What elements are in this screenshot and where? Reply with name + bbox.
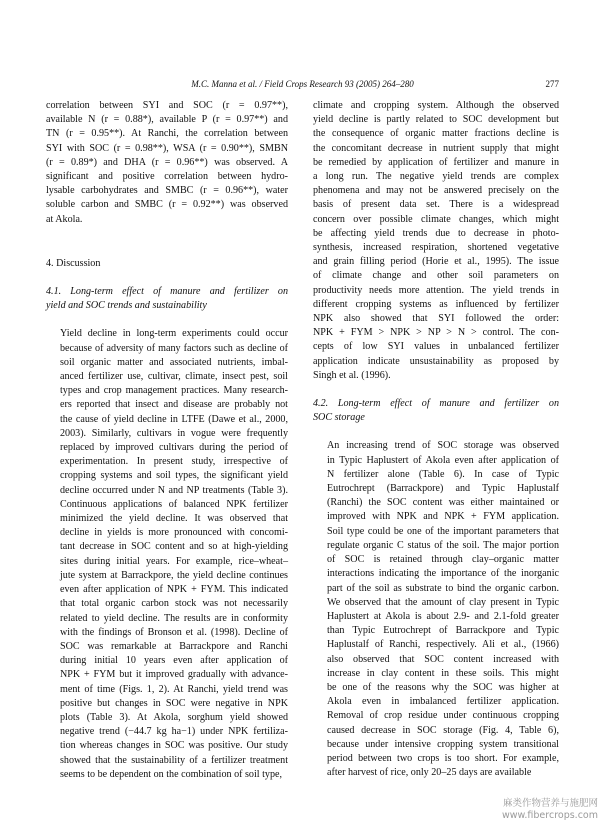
text-line: significant and positive correlation between hydro- bbox=[46, 171, 288, 183]
text-line: lysable carbohydrates and SMBC (r = 0.96**), water bbox=[46, 185, 288, 197]
subsection-heading bbox=[46, 285, 288, 313]
paragraph bbox=[313, 439, 559, 780]
text-line: NPK also showed that SYI followed the order: bbox=[313, 313, 559, 325]
text-line: and grain filling period (Horie et al., 1995). The issue bbox=[313, 256, 559, 268]
text-line: minimized the yield decline. It was observed that bbox=[60, 513, 288, 525]
text-line: 2003). Similarly, cultivars in vogue were frequently bbox=[60, 427, 288, 439]
text-line: (r = 0.89*) and DHA (r = 0.96**) was observed. A bbox=[46, 156, 288, 168]
text-line: SYI with SOC (r = 0.98**), WSA (r = 0.90**), SMBN bbox=[46, 142, 288, 154]
text-line: yield and SOC trends and sustainability bbox=[46, 300, 207, 312]
text-line: part of the soil as substrate to bind the organic carbon. bbox=[327, 582, 559, 594]
text-line: plots (Table 3). At Akola, sorghum yield showed bbox=[60, 711, 288, 723]
text-line: in Typic Haplustert of Akola even after application of bbox=[327, 454, 559, 466]
text-line: also observed that SOC content increased with bbox=[327, 653, 559, 665]
text-line: types and crop management practices. Many research- bbox=[60, 385, 288, 397]
text-line: different cropping systems as influenced by fertilizer bbox=[313, 298, 559, 310]
text-line: 4.1. Long-term effect of manure and fertilizer on bbox=[46, 286, 288, 298]
text-line: N fertilizer alone (Table 6). In case of Typic bbox=[327, 468, 559, 480]
text-line: during initial 10 years even after application of bbox=[60, 655, 288, 667]
text-line: be remedied by application of fertilizer and manure in bbox=[313, 156, 559, 168]
text-line: correlation between SYI and SOC (r = 0.97**), bbox=[46, 100, 288, 111]
text-line: decline occurred under N and NP treatments (Table 3). bbox=[60, 484, 288, 496]
text-line: of climate change and other soil parameters on bbox=[313, 270, 559, 282]
text-line: replaced by improved cultivars during the period of bbox=[60, 442, 288, 454]
text-line: anced fertilizer use, cultivar, climate, insect pest, soil bbox=[60, 371, 288, 383]
watermark-site-name: 麻类作物营养与施肥网 bbox=[502, 798, 598, 809]
text-line: synthesis, increased respiration, shortened vegetative bbox=[313, 242, 559, 254]
text-line: caused decrease in SOC storage (Fig. 4, Table 6), bbox=[327, 724, 559, 736]
text-line: available N (r = 0.88*), available P (r = 0.97**) and bbox=[46, 114, 288, 126]
text-line: Yield decline in long-term experiments could occur bbox=[60, 328, 288, 340]
text-line: (Ranchi) the SOC content was either maintained or bbox=[327, 497, 559, 509]
text-line: the cause of yield decline in LTFE (Dawe et al., 2000, bbox=[60, 413, 288, 425]
text-line: basis of present data set. There is a widespread bbox=[313, 199, 559, 211]
text-line: ers reported that insect and disease are probably not bbox=[60, 399, 288, 411]
text-line: seems to be dependent on the combination of soil type, bbox=[60, 768, 283, 780]
page-number: 277 bbox=[545, 79, 559, 89]
text-line: cepts of low SYI values in unbalanced fertilizer bbox=[313, 341, 559, 353]
left-column bbox=[46, 99, 288, 782]
text-line: 4.2. Long-term effect of manure and fertilizer on bbox=[313, 398, 559, 410]
section-heading: 4. Discussion bbox=[46, 257, 101, 269]
text-line: application indicate unsustainability as proposed by bbox=[313, 355, 559, 367]
paragraph bbox=[313, 99, 559, 383]
watermark bbox=[502, 798, 598, 822]
text-line: Soil type could be one of the important parameters that bbox=[327, 525, 559, 537]
text-line: even after application of NPK + FYM. This indicated bbox=[60, 584, 288, 596]
journal-citation: M.C. Manna et al. / Field Crops Research 93 (2005) 264–280 bbox=[191, 79, 414, 89]
watermark-url: www.fibercrops.com bbox=[501, 810, 598, 821]
text-line: SOC storage bbox=[313, 412, 365, 424]
text-line: Haplustert at Akola is about 2.9- and 2.1-fold greater bbox=[327, 610, 559, 622]
text-line: increase in clay content in these soils. This might bbox=[327, 667, 559, 679]
text-line: Eutrochrept (Barrackpore) and Typic Haplustalf bbox=[327, 483, 559, 495]
text-line: Haplustalf of Ranchi, respectively. Ali et al., (1966) bbox=[327, 639, 559, 651]
right-column bbox=[313, 99, 559, 780]
text-line: experimentation. In present study, irrespective of bbox=[60, 456, 288, 468]
text-line: tion whereas changes in SOC was positive. Our study bbox=[60, 740, 288, 752]
text-line: SOC was remarkable at Barrackpore and Ranchi bbox=[60, 640, 288, 652]
text-line: positive but changes in SOC were negative in NPK bbox=[60, 697, 288, 709]
text-line: NPK + FYM > NPK > NP > N > control. The con- bbox=[313, 327, 559, 339]
text-line: productivity needs more attention. The yield trends in bbox=[313, 284, 559, 296]
text-line: Continuous applications of balanced NPK fertilizer bbox=[60, 498, 288, 510]
text-line: soil organic matter and associated nutrients, imbal- bbox=[60, 356, 288, 368]
text-line: period between two crops is too short. For example, bbox=[327, 752, 559, 764]
text-line: with the findings of Bronson et al. (1998). Decline of bbox=[60, 626, 288, 638]
text-line: ment of time (Figs. 1, 2). At Ranchi, yield trend was bbox=[60, 683, 288, 695]
text-line: TN (r = 0.95**). At Ranchi, the correlation between bbox=[46, 128, 288, 140]
text-line: negative trend (−44.7 kg ha−1) under NPK fertiliza- bbox=[60, 726, 288, 738]
text-line: of SOC is retained through clay–organic matter bbox=[327, 554, 559, 566]
text-line: the consequence of organic matter fractions decline is bbox=[313, 128, 559, 140]
text-line: than Typic Eutrochrept of Barrackpore and Typic bbox=[327, 625, 559, 637]
paragraph bbox=[46, 327, 288, 782]
text-line: soluble carbon and SMBC (r = 0.92**) was observed bbox=[46, 199, 288, 211]
text-line: the concomitant decrease in nutrient supply that might bbox=[313, 142, 559, 154]
text-line: NPK + FYM but it improved gradually with advance- bbox=[60, 669, 288, 681]
text-line: Singh et al. (1996). bbox=[313, 369, 391, 381]
text-line: after harvest of rice, only 20–25 days are available bbox=[327, 767, 532, 779]
paragraph bbox=[46, 99, 288, 227]
text-line: showed that the sustainability of a fertilizer treatment bbox=[60, 754, 288, 766]
text-line: cropping systems and soil types, the significant yield bbox=[60, 470, 288, 482]
text-line: be one of the reasons why the SOC was higher at bbox=[327, 681, 559, 693]
text-line: phenomena and may not be answered precisely on the bbox=[313, 185, 559, 197]
text-line: regulate organic C status of the soil. The major portion bbox=[327, 539, 559, 551]
text-line: jute system at Barrackpore, the yield decline continues bbox=[60, 569, 288, 581]
text-line: sites during initial years. For example, rice–wheat– bbox=[60, 555, 288, 567]
text-line: tant decrease in SOC content and so at high-yielding bbox=[60, 541, 288, 553]
text-line: improved with NPK and NPK + FYM application. bbox=[327, 511, 559, 523]
text-line: because of adversity of many factors such as decline of bbox=[60, 342, 288, 354]
text-line: because under intensive cropping system transitional bbox=[327, 738, 559, 750]
text-line: We observed that the amount of clay present in Typic bbox=[327, 596, 559, 608]
text-line: Removal of crop residue under continuous cropping bbox=[327, 710, 559, 722]
text-line: that total organic carbon stock was not necessarily bbox=[60, 598, 288, 610]
text-line: a long run. The negative yield trends are complex bbox=[313, 171, 559, 183]
text-line: An increasing trend of SOC storage was observed bbox=[327, 440, 559, 452]
text-line: at Akola. bbox=[46, 213, 83, 225]
text-line: climate and cropping system. Although the observed bbox=[313, 100, 559, 111]
text-line: yield decline is partly related to SOC development but bbox=[313, 114, 559, 126]
text-line: decline in yields is more pronounced with concomi- bbox=[60, 527, 288, 539]
subsection-heading bbox=[313, 397, 559, 425]
text-line: be affecting yield trends due to decrease in photo- bbox=[313, 227, 559, 239]
text-line: interactions indicating the importance of the inorganic bbox=[327, 568, 559, 580]
text-line: related to yield decline. The results are in conformity bbox=[60, 612, 288, 624]
text-line: concern over possible climate changes, which might bbox=[313, 213, 559, 225]
running-header bbox=[46, 79, 559, 93]
text-line: Akola even in imbalanced fertilizer application. bbox=[327, 696, 559, 708]
